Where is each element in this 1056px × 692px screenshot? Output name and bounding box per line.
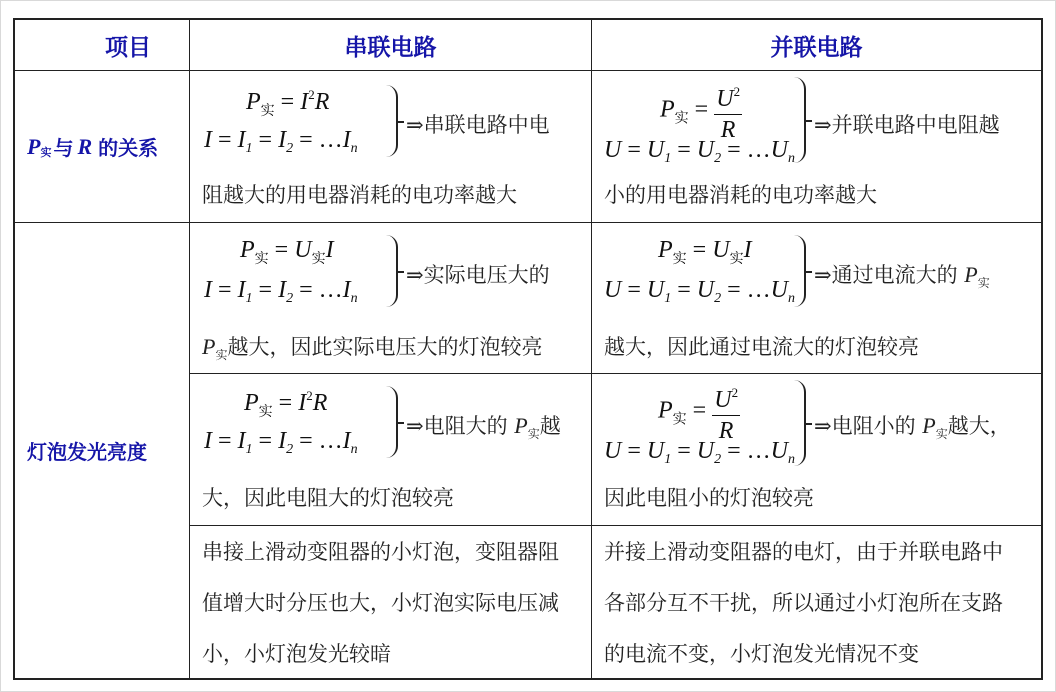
r3-series-eq2: $I = I_1 = I_2$ = $\dots I_n$: [204, 428, 358, 457]
r2-series-eq2: $I = I_1 = I_2$ = $\dots I_n$: [204, 277, 358, 306]
cell-r4-series: [190, 526, 591, 678]
subscript-shi: 实: [260, 103, 275, 119]
row-label-brightness-text: 灯泡发光亮度: [27, 440, 147, 464]
subscript-shi: 实: [254, 251, 269, 267]
r4-parallel-line1: 并接上滑动变阻器的电灯，由于并联电路中: [604, 540, 1003, 564]
cell-r2-parallel: [592, 223, 1041, 373]
r3-series-result: ⇒电阻大的 $P_实$越: [406, 413, 561, 441]
table-border-bottom: [13, 678, 1043, 680]
subscript-shi: 实: [215, 348, 228, 362]
row-label-yu: 与: [53, 136, 74, 160]
subscript-shi: 实: [674, 110, 689, 127]
header-parallel-label: 并联电路: [770, 34, 863, 61]
r4-parallel-line2: 各部分互不干扰，所以通过小灯泡所在支路: [604, 591, 1003, 615]
subscript-shi: 实: [935, 427, 948, 441]
fraction: $\frac{U^2}{R}$: [712, 378, 740, 446]
cell-r4-parallel: [592, 526, 1041, 678]
header-parallel: [592, 20, 1041, 70]
r3-series-result-a: ⇒电阻大的: [406, 414, 508, 438]
r1-parallel-result: ⇒并联电路中电阻越: [814, 113, 1000, 137]
r4-series-line2: 值增大时分压也大，小灯泡实际电压减: [202, 591, 559, 615]
subscript-shi: 实: [977, 276, 990, 290]
r3-parallel-result: ⇒电阻小的 $P_实$越大，: [814, 413, 1011, 441]
header-series-label: 串联电路: [344, 34, 437, 61]
cell-r2-series: [190, 223, 591, 373]
r4-series-line1: 串接上滑动变阻器的小灯泡，变阻器阻: [202, 540, 559, 564]
r3-series-brace: [386, 386, 398, 458]
r1-parallel-eq1: $P_实$ = $\frac{U^2}{R}$: [660, 77, 742, 145]
header-item: [15, 20, 189, 70]
r1-series-eq1: $P_实 = I^2R$: [246, 87, 330, 119]
r3-series-line2: 大，因此电阻大的灯泡较亮: [202, 486, 454, 510]
r1-series-line2: 阻越大的用电器消耗的电功率越大: [202, 183, 517, 207]
r1-parallel-line2: 小的用电器消耗的电功率越大: [604, 183, 877, 207]
r2-parallel-brace: [794, 235, 806, 307]
row-label-relation: [15, 71, 189, 222]
r1-series-eq2: $I = I_1 = I_2$ = $\dots I_n$: [204, 127, 358, 156]
header-series: [190, 20, 591, 70]
subscript-shi: 实: [527, 427, 540, 441]
r3-parallel-eq1: $P_实$ = $\frac{U^2}{R}$: [658, 378, 740, 446]
cell-r1-series: [190, 71, 591, 222]
r2-series-eq1: $P_实 = U_实I$: [240, 237, 334, 267]
fraction: $\frac{U^2}{R}$: [714, 77, 742, 145]
row-label-brightness: [15, 223, 189, 678]
r1-series-result: ⇒串联电路中电: [406, 113, 550, 137]
r3-series-eq1: $P_实 = I^2R$: [244, 388, 328, 420]
subscript-shi: 实: [258, 404, 273, 420]
cell-r3-parallel: [592, 374, 1041, 525]
r3-parallel-result-a: ⇒电阻小的: [814, 414, 916, 438]
cell-r3-series: [190, 374, 591, 525]
row-label-p: P: [27, 133, 41, 159]
r3-parallel-eq2: $U = U_1 = U_2$ = $\dots U_n$: [604, 438, 796, 467]
header-item-label: 项目: [105, 34, 151, 61]
r2-series-line2-text: 越大，因此实际电压大的灯泡较亮: [227, 335, 543, 359]
r2-parallel-eq2: $U = U_1 = U_2$ = $\dots U_n$: [604, 277, 796, 306]
r2-series-result: ⇒实际电压大的: [406, 263, 550, 287]
subscript-shi: 实: [311, 251, 326, 267]
r4-series-line3: 小，小灯泡发光较暗: [202, 642, 391, 666]
r2-parallel-result: ⇒通过电流大的 $P_实$: [814, 262, 990, 290]
r2-parallel-line2: 越大，因此通过电流大的灯泡较亮: [604, 335, 919, 359]
table-border-right: [1041, 18, 1043, 680]
r3-parallel-line2: 因此电阻小的灯泡较亮: [604, 486, 814, 510]
r3-series-result-b: 越: [539, 414, 561, 438]
r1-series-brace: [386, 85, 398, 157]
subscript-shi: 实: [672, 411, 687, 428]
row-label-sub: 实: [40, 145, 52, 159]
r1-parallel-brace: [794, 77, 806, 163]
r4-parallel-line3: 的电流不变，小灯泡发光情况不变: [604, 642, 919, 666]
r3-parallel-brace: [794, 380, 806, 466]
r2-series-brace: [386, 235, 398, 307]
r2-series-line2: $P_实$越大，因此实际电压大的灯泡较亮: [202, 334, 543, 362]
row-label-tail: 的关系: [98, 136, 159, 160]
row-label-r: R: [77, 133, 93, 159]
r2-parallel-result-text: ⇒通过电流大的: [814, 263, 958, 287]
r3-parallel-result-b: 越大，: [947, 414, 1011, 438]
subscript-shi: 实: [729, 251, 744, 267]
cell-r1-parallel: [592, 71, 1041, 222]
r2-parallel-eq1: $P_实 = U_实I$: [658, 237, 752, 267]
subscript-shi: 实: [672, 251, 687, 267]
r1-parallel-eq2: $U = U_1 = U_2$ = $\dots U_n$: [604, 137, 796, 166]
